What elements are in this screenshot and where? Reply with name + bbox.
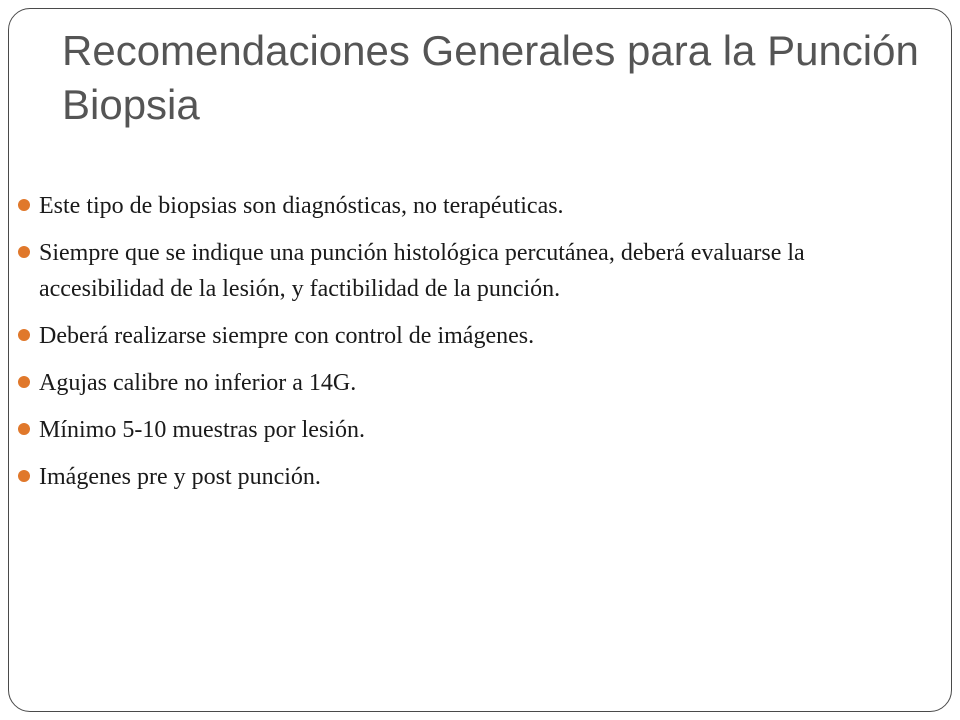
bullet-item [18, 365, 908, 401]
bullet-dot-icon [18, 246, 30, 258]
bullet-dot-icon [18, 423, 30, 435]
slide-title: Recomendaciones Generales para la Punción Biopsia [62, 27, 919, 128]
bullet-dot-icon [18, 376, 30, 388]
bullet-text: Este tipo de biopsias son diagnósticas, no terapéuticas. [39, 193, 564, 219]
bullet-item [18, 412, 908, 448]
bullet-text: Deberá realizarse siempre con control de imágenes. [39, 323, 535, 349]
bullet-item [18, 235, 908, 307]
bullet-dot-icon [18, 470, 30, 482]
bullet-item [18, 188, 908, 224]
bullet-dot-icon [18, 199, 30, 211]
bullet-text: Mínimo 5-10 muestras por lesión. [39, 417, 365, 443]
bullet-dot-icon [18, 329, 30, 341]
bullet-text: Imágenes pre y post punción. [39, 464, 321, 490]
bullet-text: Siempre que se indique una punción histológica percutánea, deberá evaluarse la accesibilidad de la lesión, y factibilidad de la punción. [39, 240, 805, 302]
bullet-item [18, 459, 908, 495]
bullet-text: Agujas calibre no inferior a 14G. [39, 370, 357, 396]
bullet-list [18, 188, 908, 506]
bullet-item [18, 318, 908, 354]
